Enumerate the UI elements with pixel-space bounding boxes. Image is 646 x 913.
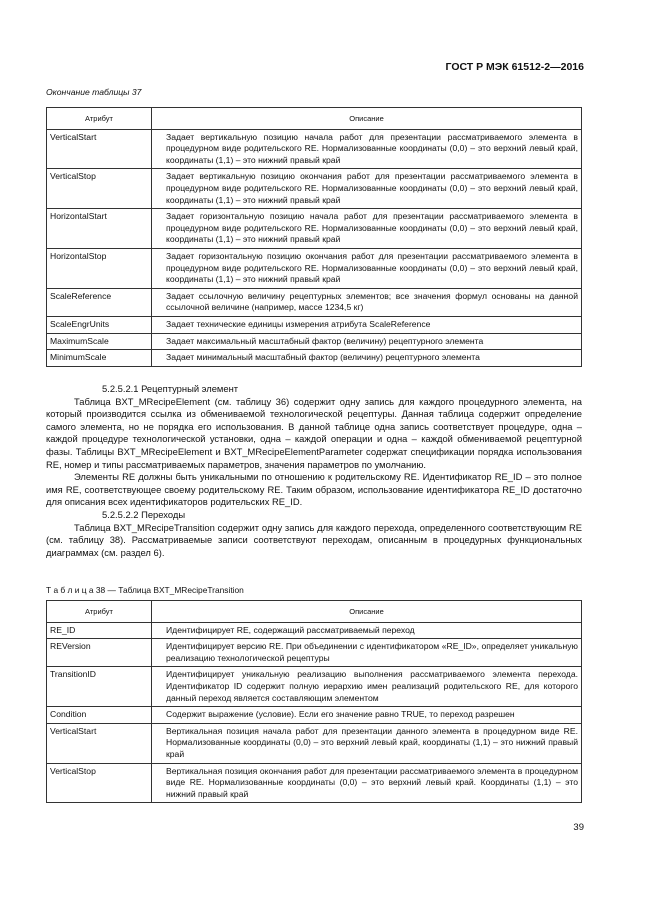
table-header-row	[47, 108, 582, 130]
table-38-caption: Т а б л и ц а 38 — Таблица BXT_MRecipeTransition	[46, 585, 244, 595]
attribute-cell: HorizontalStart	[47, 209, 152, 249]
page-number: 39	[573, 822, 584, 833]
table-row	[47, 723, 582, 763]
description-cell: Задает технические единицы измерения атрибута ScaleReference	[152, 316, 582, 333]
attribute-cell: RE_ID	[47, 622, 152, 639]
attribute-cell: VerticalStart	[47, 129, 152, 169]
table-row	[47, 667, 582, 707]
table-row	[47, 316, 582, 333]
description-cell: Задает горизонтальную позицию окончания работ для презентации рассматриваемого элемента в процедурном виде родительского RE. Нормализованные координаты (0,0) – это верхний левый край, координаты (1,1) – это нижний правый край	[152, 248, 582, 288]
table-row	[47, 333, 582, 350]
paragraph: Элементы RE должны быть уникальными по отношению к родительскому RE. Идентификатор RE_ID – это полное имя RE, соответствующее своему родительскому RE. Таким образом, использование идентификатора RE_ID достаточно для описания всех идентификаторов родительских RE_ID.	[46, 471, 582, 508]
attribute-cell: ScaleReference	[47, 288, 152, 316]
column-header-attribute: Атрибут	[47, 108, 152, 130]
section-heading-5-2-5-2-2: 5.2.5.2.2 Переходы	[102, 508, 186, 520]
description-cell: Вертикальная позиция окончания работ для презентации рассматриваемого элемента в процедурном виде RE. Нормализованные координаты (0,0) – это верхний левый край. Координаты (1,1) – это нижний правый край	[152, 763, 582, 803]
attribute-cell: REVersion	[47, 639, 152, 667]
description-cell: Вертикальная позиция начала работ для презентации данного элемента в процедурном виде RE. Нормализованные координаты (0,0) – это верхний левый край, координаты (1,1) – это нижний правый край	[152, 723, 582, 763]
table-row	[47, 248, 582, 288]
table-row	[47, 622, 582, 639]
section-body	[46, 383, 582, 559]
table-row	[47, 763, 582, 803]
attribute-cell: VerticalStop	[47, 763, 152, 803]
paragraph: Таблица BXT_MRecipeElement (см. таблицу 36) содержит одну запись для каждого процедурного элемента, на который производится ссылка из обмениваемой технологической рецептуры. Данная таблица содержит определение самого элемента, но не порядка его использования. В данной таблице одна запись соответствует процедуре, одна – каждой процедуре технологической установки, одна – каждой операции и одна – каждой обмениваемой рецептурной фазы. Таблицы BXT_MRecipeElement и BXT_MRecipeElementParameter содержат спецификации порядка использования RE, номер и типы рассматриваемых параметров, значения параметров по умолчанию.	[46, 395, 582, 470]
column-header-description: Описание	[152, 108, 582, 130]
description-cell: Идентифицирует уникальную реализацию выполнения рассматриваемого элемента перехода. Идентификатор ID содержит полную иерархию имен реализаций родительского RE, для которого данный переход является составляющим элементом	[152, 667, 582, 707]
paragraph: Таблица BXT_MRecipeTransition содержит одну запись для каждого перехода, определенного соответствующим RE (см. таблицу 38). Рассматриваемые записи соответствуют переходам, описанным в процедурных функциональных диаграммах (см. раздел 6).	[46, 521, 582, 558]
description-cell: Идентифицирует RE, содержащий рассматриваемый переход	[152, 622, 582, 639]
description-cell: Задает максимальный масштабный фактор (величину) рецептурного элемента	[152, 333, 582, 350]
description-cell: Задает ссылочную величину рецептурных элементов; все значения формул основаны на данной ссылочной величине (например, массе 1234,5 кг)	[152, 288, 582, 316]
attribute-cell: VerticalStop	[47, 169, 152, 209]
attribute-cell: Condition	[47, 707, 152, 724]
column-header-attribute: Атрибут	[47, 601, 152, 623]
table-37	[46, 107, 582, 367]
table-row	[47, 209, 582, 249]
attribute-cell: MaximumScale	[47, 333, 152, 350]
table-row	[47, 288, 582, 316]
table-row	[47, 639, 582, 667]
attribute-cell: MinimumScale	[47, 350, 152, 367]
attribute-cell: VerticalStart	[47, 723, 152, 763]
column-header-description: Описание	[152, 601, 582, 623]
table-row	[47, 129, 582, 169]
table-37-continuation-label: Окончание таблицы 37	[46, 87, 142, 97]
description-cell: Задает горизонтальную позицию начала работ для презентации рассматриваемого элемента в процедурном виде родительского RE. Нормализованные координаты (0,0) – это верхний левый край, координаты (1,1) – это нижний правый край	[152, 209, 582, 249]
table-row	[47, 350, 582, 367]
description-cell: Задает вертикальную позицию окончания работ для презентации рассматриваемого элемента в процедурном виде родительского RE. Нормализованные координаты (0,0) – это верхний левый край, координаты (1,1) – это нижний правый край	[152, 169, 582, 209]
table-row	[47, 707, 582, 724]
table-row	[47, 169, 582, 209]
description-cell: Содержит выражение (условие). Если его значение равно TRUE, то переход разрешен	[152, 707, 582, 724]
attribute-cell: ScaleEngrUnits	[47, 316, 152, 333]
section-heading-5-2-5-2-1: 5.2.5.2.1 Рецептурный элемент	[102, 383, 239, 394]
standard-designation: ГОСТ Р МЭК 61512-2—2016	[445, 61, 584, 73]
description-cell: Идентифицирует версию RE. При объединении с идентификатором «RE_ID», определяет уникальную реализацию технологической рецептуры	[152, 639, 582, 667]
table-header-row	[47, 601, 582, 623]
attribute-cell: HorizontalStop	[47, 248, 152, 288]
description-cell: Задает вертикальную позицию начала работ для презентации рассматриваемого элемента в процедурном виде родительского RE. Нормализованные координаты (0,0) – это верхний левый край, координаты (1,1) – это нижний правый край	[152, 129, 582, 169]
description-cell: Задает минимальный масштабный фактор (величину) рецептурного элемента	[152, 350, 582, 367]
attribute-cell: TransitionID	[47, 667, 152, 707]
table-38	[46, 600, 582, 803]
